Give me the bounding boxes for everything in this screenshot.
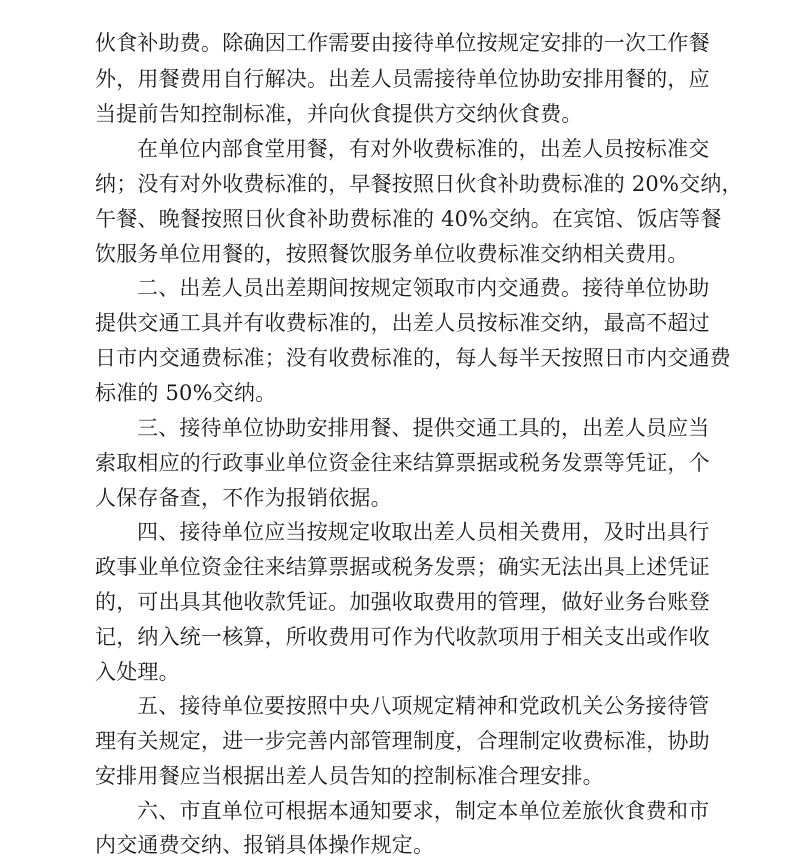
paragraph-4-line-1: 三、接待单位协助安排用餐、提供交通工具的，出差人员应当 [137,416,710,440]
paragraph-3-line-2: 提供交通工具并有收费标准的，出差人员按标准交纳，最高不超过 [95,311,710,335]
paragraph-4-line-3: 人保存备查，不作为报销依据。 [95,486,392,510]
paragraph-7-line-1: 六、市直单位可根据本通知要求，制定本单位差旅伙食费和市 [137,799,710,823]
paragraph-2-line-4: 饮服务单位用餐的，按照餐饮服务单位收费标准交纳相关费用。 [95,242,689,266]
paragraph-1-line-2: 外，用餐费用自行解决。出差人员需接待单位协助安排用餐的，应 [95,67,710,91]
paragraph-3-line-4: 标准的 50%交纳。 [95,381,277,405]
paragraph-3-line-1: 二、出差人员出差期间按规定领取市内交通费。接待单位协助 [137,276,710,300]
paragraph-1-line-3: 当提前告知控制标准，并向伙食提供方交纳伙食费。 [95,102,583,126]
paragraph-3-line-3: 日市内交通费标准；没有收费标准的，每人每半天按照日市内交通费 [95,346,731,370]
paragraph-5-line-5: 入处理。 [95,660,180,684]
paragraph-2-line-1: 在单位内部食堂用餐，有对外收费标准的，出差人员按标准交 [137,137,710,161]
paragraph-5-line-1: 四、接待单位应当按规定收取出差人员相关费用，及时出具行 [137,520,710,544]
paragraph-6-line-3: 安排用餐应当根据出差人员告知的控制标准合理安排。 [95,764,604,788]
paragraph-5-line-3: 的，可出具其他收款凭证。加强收取费用的管理，做好业务台账登 [95,590,710,614]
paragraph-4-line-2: 索取相应的行政事业单位资金往来结算票据或税务发票等凭证，个 [95,451,710,475]
paragraph-5-line-2: 政事业单位资金往来结算票据或税务发票；确实无法出具上述凭证 [95,555,710,579]
paragraph-1-line-1: 伙食补助费。除确因工作需要由接待单位按规定安排的一次工作餐 [95,31,710,55]
paragraph-2-line-2: 纳；没有对外收费标准的，早餐按照日伙食补助费标准的 20%交纳， [95,172,743,196]
paragraph-7-line-2: 内交通费交纳、报销具体操作规定。 [95,833,435,857]
paragraph-2-line-3: 午餐、晚餐按照日伙食补助费标准的 40%交纳。在宾馆、饭店等餐 [95,207,722,231]
paragraph-5-line-4: 记，纳入统一核算，所收费用可作为代收款项用于相关支出或作收 [95,625,710,649]
paragraph-6-line-2: 理有关规定，进一步完善内部管理制度，合理制定收费标准，协助 [95,729,710,753]
paragraph-6-line-1: 五、接待单位要按照中央八项规定精神和党政机关公务接待管 [137,694,710,718]
